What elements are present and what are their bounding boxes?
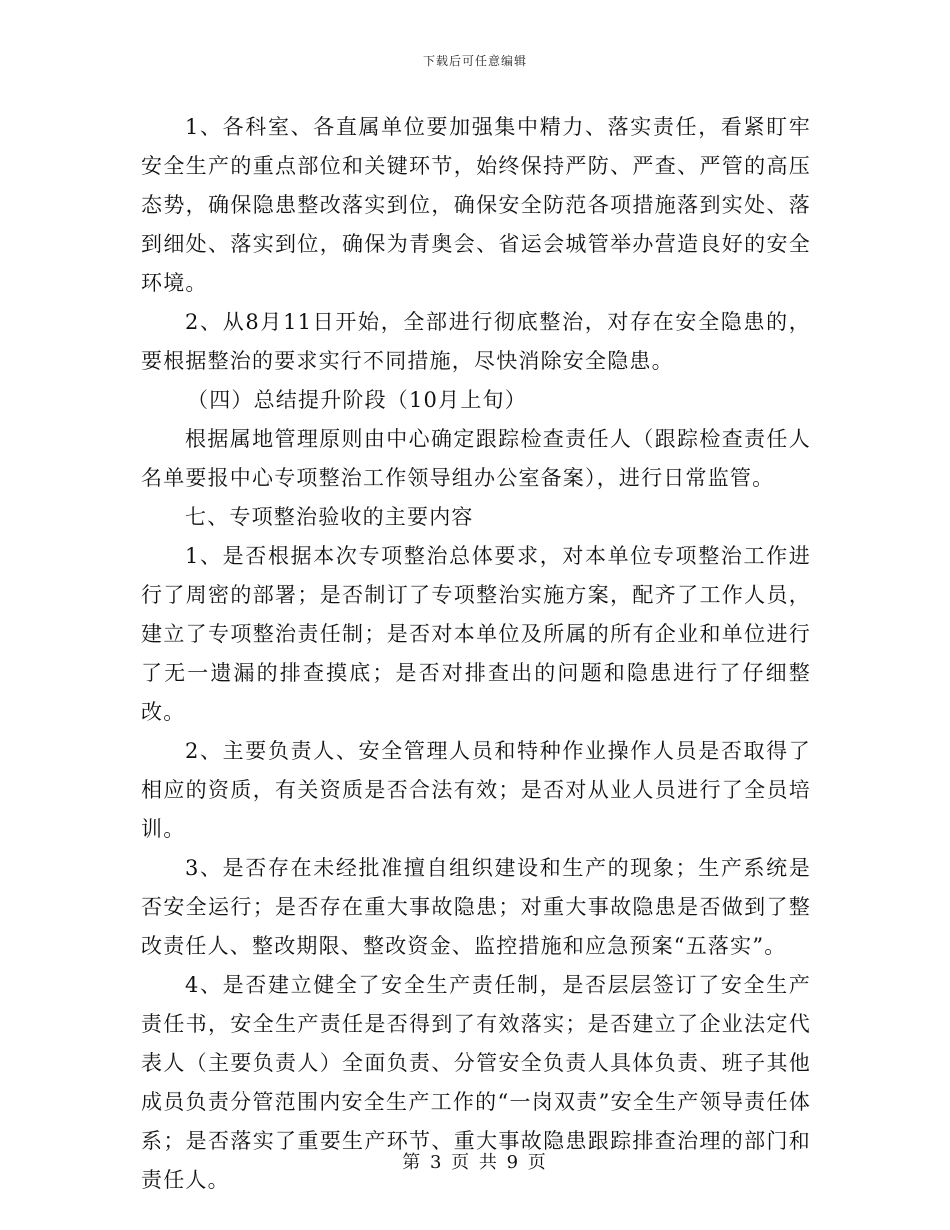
paragraph-check-deployment: 1、是否根据本次专项整治总体要求，对本单位专项整治工作进行了周密的部署；是否制订了专项整治实施方案，配齐了工作人员，建立了专项整治责任制；是否对本单位及所属的所有企业和单位进行了无一遗漏的排查摸底；是否对排查出的问题和隐患进行了仔细整改。	[141, 544, 811, 724]
paragraph-tracking-supervision: 根据属地管理原则由中心确定跟踪检查责任人（跟踪检查责任人名单要报中心专项整治工作领导组办公室备案），进行日常监管。	[141, 427, 811, 490]
paragraph-check-responsibility-system: 4、是否建立健全了安全生产责任制，是否层层签订了安全生产责任书，安全生产责任是否得到了有效落实；是否建立了企业法定代表人（主要负责人）全面负责、分管安全负责人具体负责、班子其他成员负责分管范围内安全生产工作的“一岗双责”安全生产领导责任体系；是否落实了重要生产环节、重大事故隐患跟踪排查治理的部门和责任人。	[141, 973, 811, 1192]
section-heading-summary-stage: （四）总结提升阶段（10月上旬）	[187, 388, 527, 412]
section-heading-acceptance-content: 七、专项整治验收的主要内容	[185, 505, 474, 529]
paragraph-check-major-hazards: 3、是否存在未经批准擅自组织建设和生产的现象；生产系统是否安全运行；是否存在重大事故隐患；对重大事故隐患是否做到了整改责任人、整改期限、整改资金、监控措施和应急预案“五落实”。	[141, 856, 811, 958]
paragraph-check-qualification: 2、主要负责人、安全管理人员和特种作业操作人员是否取得了相应的资质，有关资质是否合法有效；是否对从业人员进行了全员培训。	[141, 739, 811, 841]
paragraph-item-1: 1、各科室、各直属单位要加强集中精力、落实责任，看紧盯牢安全生产的重点部位和关键环节，始终保持严防、严查、严管的高压态势，确保隐患整改落实到位，确保安全防范各项措施落到实处、落到细处、落实到位，确保为青奥会、省运会城管举办营造良好的安全环境。	[141, 115, 811, 295]
paragraph-item-2: 2、从8月11日开始，全部进行彻底整治，对存在安全隐患的，要根据整治的要求实行不同措施，尽快消除安全隐患。	[141, 310, 811, 373]
document-body	[141, 108, 811, 1200]
page-number-footer: 第 3 页 共 9 页	[402, 1152, 548, 1173]
page-header-note: 下载后可任意编辑	[422, 54, 527, 68]
